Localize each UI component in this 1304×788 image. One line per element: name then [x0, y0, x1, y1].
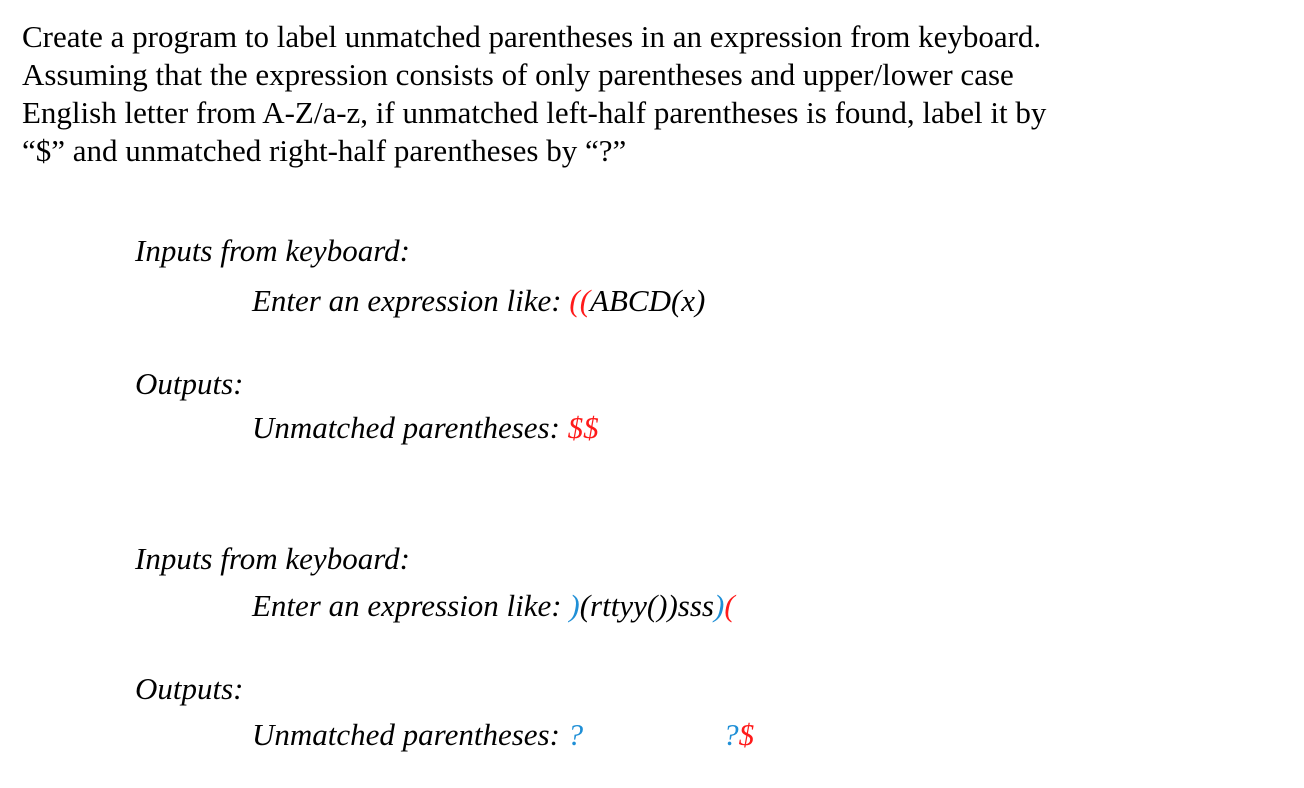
example-1-unmatched-left: ((	[569, 283, 591, 318]
example-1-input-heading: Inputs from keyboard:	[135, 233, 410, 268]
description-line-2: Assuming that the expression consists of only parentheses and upper/lower case	[22, 57, 1014, 92]
example-2-output-mark-2: ?	[723, 717, 739, 752]
example-2-expression	[569, 588, 734, 623]
example-2-unmatched-right-last: )	[714, 588, 725, 623]
description-line-4: “$” and unmatched right-half parentheses by “?”	[22, 133, 627, 168]
example-1-expression-rest: ABCD(x)	[590, 283, 706, 318]
example-2-output-line	[252, 716, 754, 754]
example-2-output-mark-1: ?	[567, 717, 584, 752]
example-1-output-prompt: Unmatched parentheses:	[252, 410, 560, 445]
description-line-3: English letter from A-Z/a-z, if unmatched left-half parentheses is found, label it by	[22, 95, 1047, 130]
example-1-input-line	[252, 282, 705, 320]
example-2-output-prompt: Unmatched parentheses:	[252, 717, 560, 752]
example-2-input-prompt: Enter an expression like:	[252, 588, 562, 623]
example-1-output-marks: $$	[567, 410, 599, 445]
example-1-input-prompt: Enter an expression like:	[252, 283, 562, 318]
example-2-unmatched-right-first: )	[569, 588, 580, 623]
example-2-output-heading: Outputs:	[135, 671, 244, 706]
description-line-1: Create a program to label unmatched parentheses in an expression from keyboard.	[22, 19, 1042, 54]
example-2-output-mark-3: $	[738, 717, 755, 752]
example-2-input-line	[252, 587, 735, 625]
example-2-expression-middle: (rttyy())sss	[579, 588, 714, 623]
problem-description	[22, 18, 1292, 170]
example-1-output-line	[252, 409, 599, 447]
example-1-output-heading: Outputs:	[135, 366, 244, 401]
example-2-input-heading: Inputs from keyboard:	[135, 541, 410, 576]
example-2-unmatched-left: (	[724, 588, 735, 623]
example-1-expression	[569, 283, 705, 318]
